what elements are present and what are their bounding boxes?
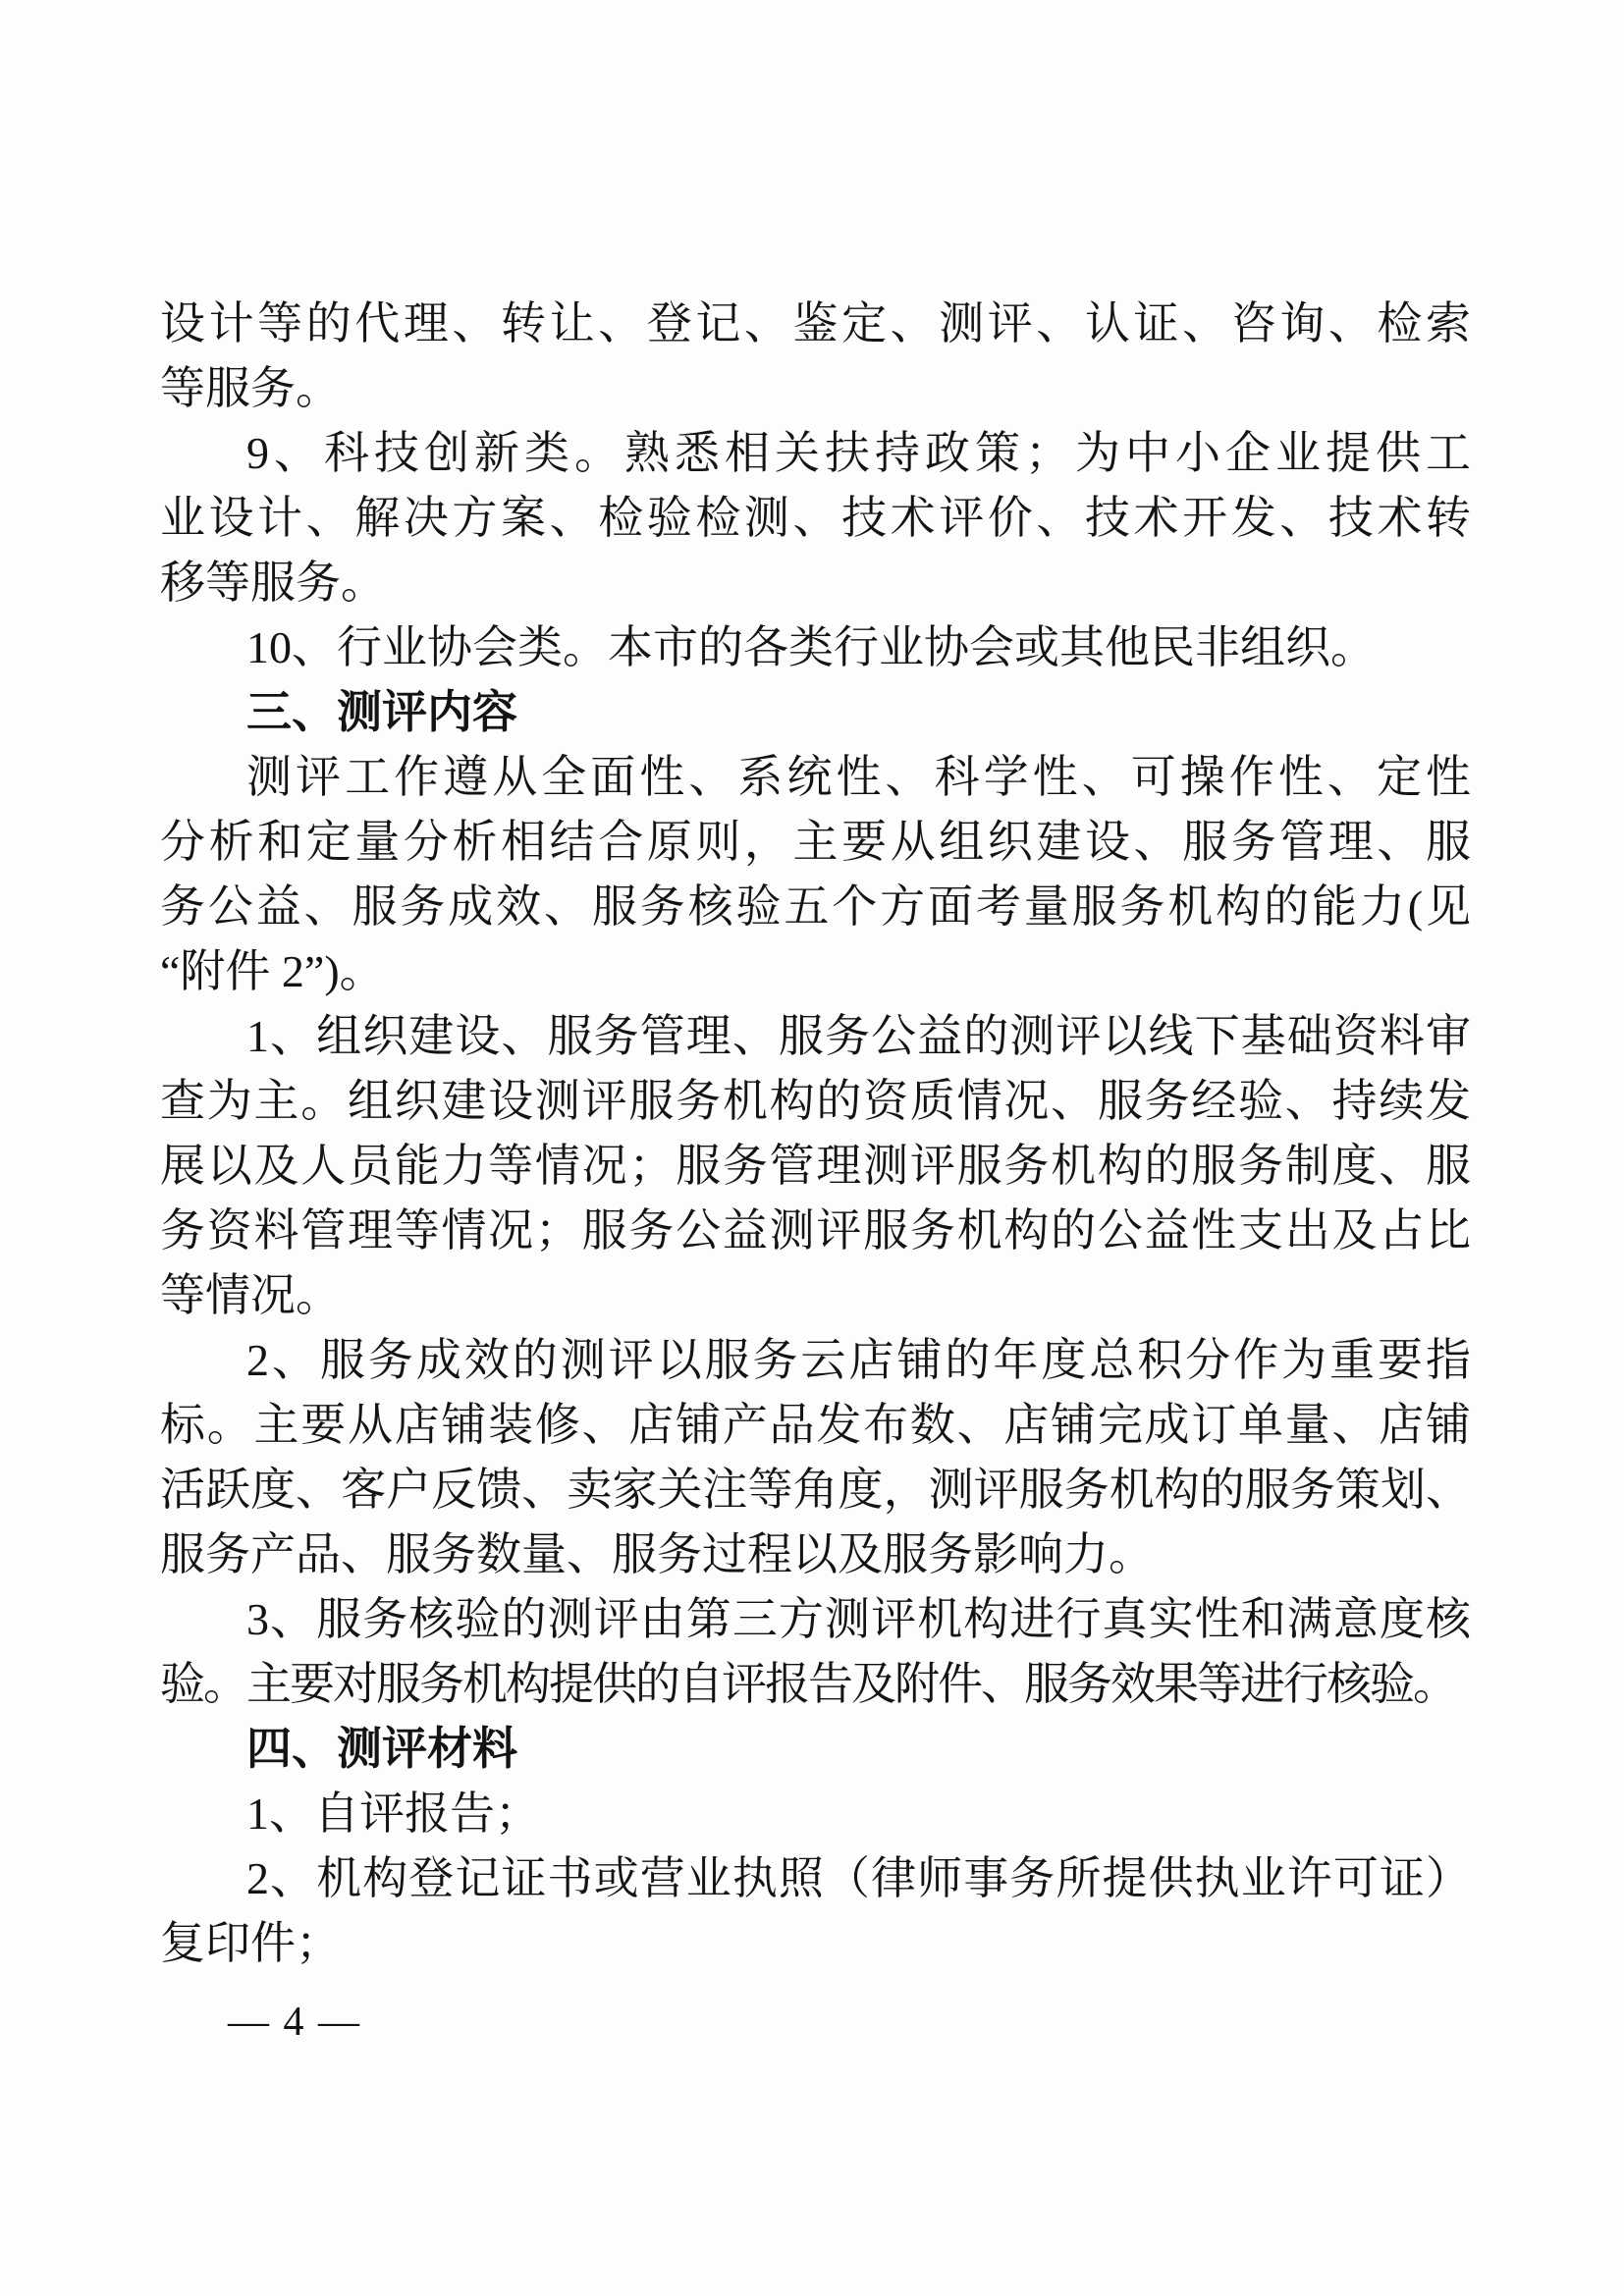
text-line: 活跃度、客户反馈、卖家关注等角度，测评服务机构的服务策划、 <box>160 1465 1471 1515</box>
text-line: 验。主要对服务机构提供的自评报告及附件、服务效果等进行核验。 <box>160 1659 1456 1709</box>
text-line: 9、科技创新类。熟悉相关扶持政策；为中小企业提供工 <box>246 428 1471 478</box>
text-line: 等情况。 <box>160 1270 341 1320</box>
text-line: 业设计、解决方案、检验检测、技术评价、技术开发、技术转 <box>160 493 1471 543</box>
text-line: 查为主。组织建设测评服务机构的资质情况、服务经验、持续发 <box>160 1076 1471 1126</box>
page-number: — 4 — <box>228 2000 361 2045</box>
text-line: 测评工作遵从全面性、系统性、科学性、可操作性、定性 <box>246 752 1471 802</box>
text-line: 10、行业协会类。本市的各类行业协会或其他民非组织。 <box>246 622 1376 672</box>
text-line: 2、机构登记证书或营业执照（律师事务所提供执业许可证） <box>246 1853 1471 1903</box>
document-lines <box>160 292 1471 1976</box>
text-line: 复印件； <box>160 1918 341 1968</box>
text-line: 1、自评报告； <box>246 1789 540 1839</box>
text-line: 设计等的代理、转让、登记、鉴定、测评、认证、咨询、检索 <box>160 298 1471 348</box>
text-line: 分析和定量分析相结合原则，主要从组织建设、服务管理、服 <box>160 817 1471 867</box>
text-line: 展以及人员能力等情况；服务管理测评服务机构的服务制度、服 <box>160 1141 1471 1191</box>
text-line: 四、测评材料 <box>246 1724 517 1774</box>
text-line: 2、服务成效的测评以服务云店铺的年度总积分作为重要指 <box>246 1335 1471 1385</box>
text-line: 三、测评内容 <box>246 687 517 737</box>
text-line: 1、组织建设、服务管理、服务公益的测评以线下基础资料审 <box>246 1011 1471 1061</box>
text-line: “附件 2”)。 <box>160 946 385 996</box>
text-line: 务资料管理等情况；服务公益测评服务机构的公益性支出及占比 <box>160 1205 1471 1255</box>
text-line: 标。主要从店铺装修、店铺产品发布数、店铺完成订单量、店铺 <box>160 1400 1471 1450</box>
text-line: 务公益、服务成效、服务核验五个方面考量服务机构的能力(见 <box>160 881 1471 932</box>
text-line: 等服务。 <box>160 363 341 413</box>
text-line: 3、服务核验的测评由第三方测评机构进行真实性和满意度核 <box>246 1594 1471 1644</box>
text-line: 服务产品、服务数量、服务过程以及服务影响力。 <box>160 1529 1154 1579</box>
text-line: 移等服务。 <box>160 558 386 608</box>
